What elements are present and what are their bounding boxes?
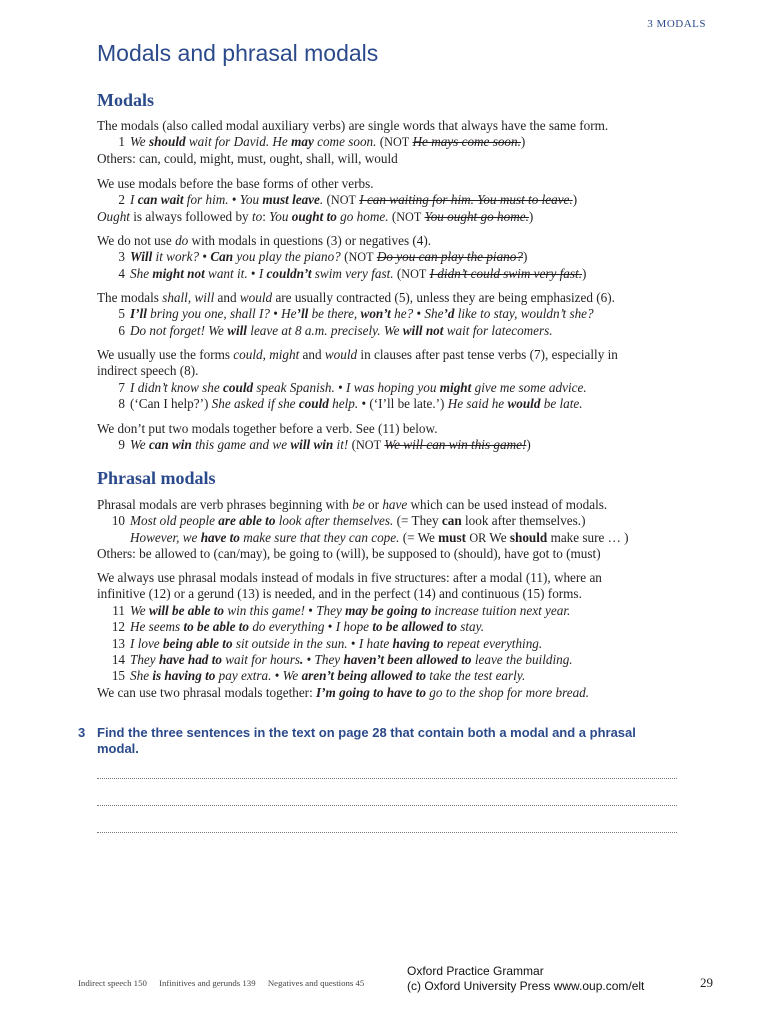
example-2: 2 I can wait for him. • You must leave. (NOT I can waiting for him. You must to leave.): [118, 192, 578, 208]
paragraph-text: Others: be allowed to (can/may), be going to (will), be supposed to (should), have got to (must): [97, 546, 601, 562]
chapter-header: 3 MODALS: [647, 18, 706, 30]
paragraph-past-tense: [97, 347, 697, 413]
paragraph-text: We always use phrasal modals instead of modals in five structures: after a modal (11), where an: [97, 570, 602, 585]
page-number: 29: [700, 975, 713, 990]
example-3: 3 Will it work? • Can you play the piano? (NOT Do you can play the piano?): [118, 249, 528, 265]
publisher-copyright: (c) Oxford University Press www.oup.com/elt: [407, 979, 645, 993]
paragraph-five-structures: [97, 570, 697, 701]
ought-note: Ought is always followed by to: You ought to go home. (NOT You ought go home.): [97, 208, 534, 224]
example-9: 9 We can win this game and we will win it! (NOT We will can win this game!): [118, 437, 531, 453]
example-4: 4 She might not want it. • I couldn’t swim very fast. (NOT I didn’t could swim very fast.): [118, 265, 587, 281]
example-13: 13 I love being able to sit outside in the sun. • I hate having to repeat everything.: [111, 635, 543, 651]
cross-reference: Indirect speech 150: [78, 978, 147, 988]
paragraph-text: The modals shall, will and would are usually contracted (5), unless they are being emphasized (6).: [97, 290, 615, 305]
page-title: Modals and phrasal modals: [97, 40, 379, 66]
publisher-info: [407, 964, 644, 994]
section-heading-phrasal-modals: Phrasal modals: [97, 468, 216, 488]
paragraph-modals-intro: [97, 118, 697, 167]
example-15: 15 She is having to pay extra. • We aren’t being allowed to take the test early.: [111, 668, 526, 684]
answer-line-1[interactable]: [97, 778, 677, 780]
example-14: 14 They have had to wait for hours. • They haven’t been allowed to leave the building.: [111, 652, 573, 668]
paragraph-text: indirect speech (8).: [97, 363, 199, 379]
publisher-title: Oxford Practice Grammar: [407, 964, 544, 978]
two-phrasal-modals-note: We can use two phrasal modals together: I’m going to have to go to the shop for more bread.: [97, 684, 590, 700]
section-heading-modals: Modals: [97, 90, 155, 110]
example-1: 1 We should wait for David. He may come soon. (NOT He mays come soon.): [118, 134, 526, 150]
paragraph-text: The modals (also called modal auxiliary verbs) are single words that always have the same form.: [97, 118, 609, 133]
paragraph-text: We use modals before the base forms of other verbs.: [97, 176, 374, 191]
example-7: 7 I didn’t know she could speak Spanish. • I was hoping you might give me some advice.: [118, 379, 587, 395]
paragraph-phrasal-intro: [97, 497, 697, 563]
paragraph-text: We don’t put two modals together before a verb. See (11) below.: [97, 421, 438, 436]
exercise-question: Find the three sentences in the text on page 28 that contain both a modal and a phrasal modal.: [97, 725, 636, 756]
exercise-number: 3: [78, 725, 86, 740]
answer-line-2[interactable]: [97, 805, 677, 807]
example-10: 10 Most old people are able to look after themselves. (= They can look after themselves.): [111, 513, 586, 529]
paragraph-contractions: [97, 290, 697, 339]
example-5: 5 I’ll bring you one, shall I? • He’ll be there, won’t he? • She’d like to stay, wouldn’t she?: [118, 306, 594, 322]
cross-reference: Infinitives and gerunds 139: [159, 978, 256, 988]
paragraph-questions-negatives: [97, 233, 697, 282]
example-11: 11 We will be able to win this game! • They may be going to increase tuition next year.: [112, 602, 571, 618]
example-12: 12 He seems to be able to do everything • I hope to be allowed to stay.: [111, 619, 485, 635]
paragraph-text: infinitive (12) or a gerund (13) is needed, and in the perfect (14) and continuous (15) forms.: [97, 586, 582, 602]
example-10-continued: However, we have to make sure that they can cope. (= We must OR We should make sure … ): [130, 529, 629, 545]
paragraph-base-forms: [97, 176, 697, 225]
example-6: 6 Do not forget! We will leave at 8 a.m. precisely. We will not wait for latecomers.: [118, 322, 553, 338]
cross-references: [78, 978, 374, 988]
paragraph-text: Phrasal modals are verb phrases beginning with be or have which can be used instead of modals.: [97, 497, 608, 512]
example-8: 8 (‘Can I help?’) She asked if she could help. • (‘I’ll be late.’) He said he would be late.: [118, 396, 583, 412]
paragraph-text: We do not use do with modals in questions (3) or negatives (4).: [97, 233, 432, 248]
answer-line-3[interactable]: [97, 832, 677, 834]
paragraph-text: We usually use the forms could, might and would in clauses after past tense verbs (7), especially in: [97, 347, 618, 362]
cross-reference: Negatives and questions 45: [267, 978, 365, 988]
paragraph-two-modals: [97, 421, 697, 454]
paragraph-text: Others: can, could, might, must, ought, shall, will, would: [97, 150, 398, 166]
